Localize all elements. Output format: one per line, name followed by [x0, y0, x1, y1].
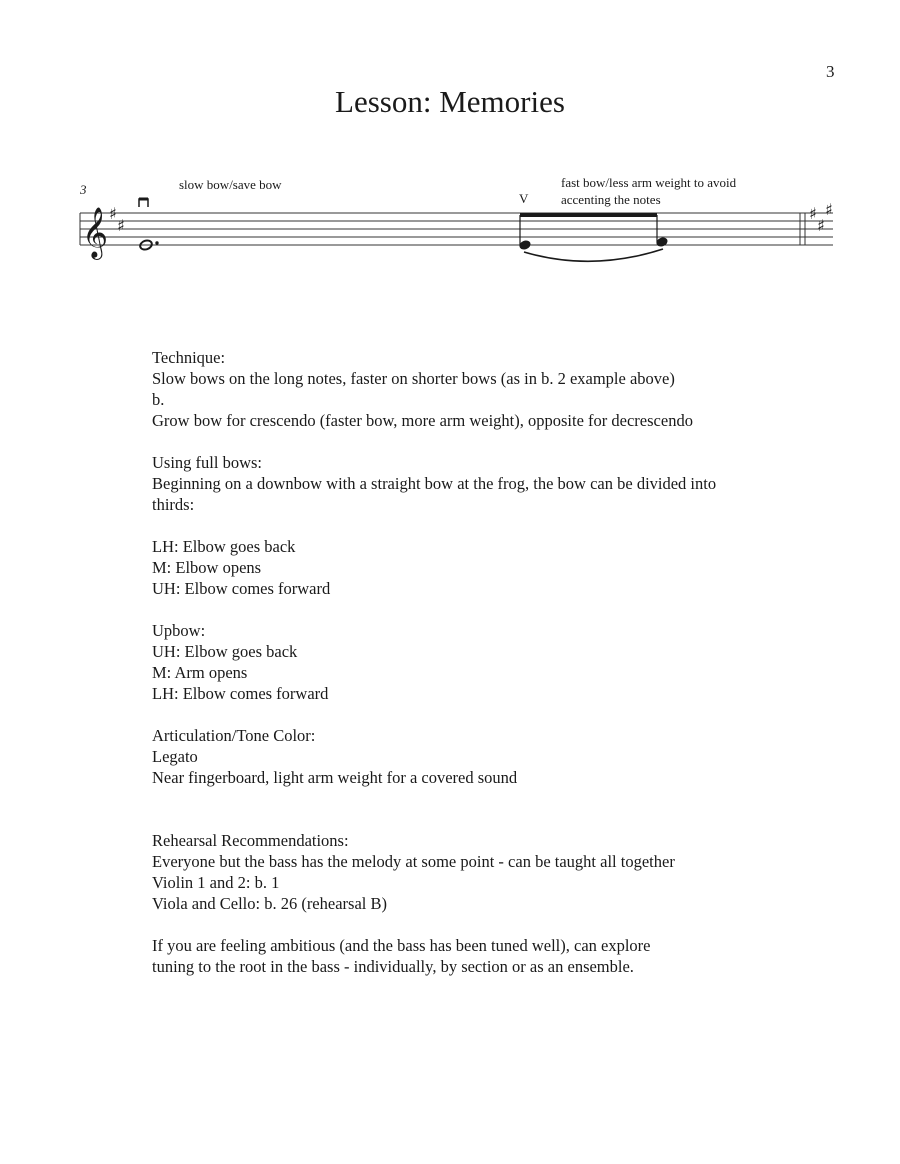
section-rehearsal: [152, 830, 832, 914]
articulation-line: Legato: [152, 747, 198, 766]
technique-line: b.: [152, 390, 165, 409]
downbow-part-line: LH: Elbow goes back: [152, 537, 296, 556]
slur: [524, 249, 663, 261]
section-full-bows: [152, 452, 832, 515]
rehearsal-line: Violin 1 and 2: b. 1: [152, 873, 280, 892]
music-staff-excerpt: [0, 0, 900, 300]
tuning-line: If you are feeling ambitious (and the bass has been tuned well), can explore: [152, 936, 651, 955]
full-bows-line: Beginning on a downbow with a straight bow at the frog, the bow can be divided into: [152, 474, 717, 493]
upbow-line: LH: Elbow comes forward: [152, 684, 329, 703]
technique-line: Slow bows on the long notes, faster on shorter bows (as in b. 2 example above): [152, 369, 675, 388]
technique-line: Grow bow for crescendo (faster bow, more arm weight), opposite for decrescendo: [152, 411, 693, 430]
section-upbow: [152, 620, 832, 704]
annotation-slow-bow: slow bow/save bow: [179, 177, 282, 192]
upbow-symbol: V: [519, 191, 529, 206]
page-title: Lesson: Memories: [335, 84, 565, 119]
annotation-fast-bow-line1: fast bow/less arm weight to avoid: [561, 175, 737, 190]
downbow-part-line: UH: Elbow comes forward: [152, 579, 331, 598]
section-downbow-parts: [152, 536, 832, 599]
full-bows-line: thirds:: [152, 495, 195, 514]
full-bows-heading: Using full bows:: [152, 453, 263, 472]
new-key-sharp-g: ♯: [825, 200, 833, 219]
technique-heading: Technique:: [152, 348, 226, 367]
section-articulation: [152, 725, 832, 788]
section-tuning: [152, 935, 832, 977]
rehearsal-line: Viola and Cello: b. 26 (rehearsal B): [152, 894, 387, 913]
new-key-sharp-c: ♯: [817, 216, 825, 235]
annotation-fast-bow-line2: accenting the notes: [561, 192, 661, 207]
tuning-line: tuning to the root in the bass - individually, by section or as an ensemble.: [152, 957, 634, 976]
key-signature-sharp-f: ♯: [109, 204, 117, 223]
articulation-heading: Articulation/Tone Color:: [152, 726, 316, 745]
section-technique: [152, 347, 832, 431]
staff-lines: [80, 213, 833, 245]
rehearsal-line: Everyone but the bass has the melody at some point - can be taught all together: [152, 852, 675, 871]
lesson-notes: [152, 347, 832, 998]
upbow-heading: Upbow:: [152, 621, 206, 640]
key-signature-sharp-c: ♯: [117, 216, 125, 235]
page-number: 3: [826, 62, 835, 81]
downbow-part-line: M: Elbow opens: [152, 558, 262, 577]
upbow-line: M: Arm opens: [152, 663, 248, 682]
articulation-line: Near fingerboard, light arm weight for a covered sound: [152, 768, 518, 787]
upbow-line: UH: Elbow goes back: [152, 642, 298, 661]
new-key-sharp-f: ♯: [809, 204, 817, 223]
downbow-icon: [139, 199, 148, 207]
measure-number: 3: [80, 182, 87, 197]
rehearsal-heading: Rehearsal Recommendations:: [152, 831, 349, 850]
treble-clef-icon: 𝄞: [82, 207, 109, 258]
